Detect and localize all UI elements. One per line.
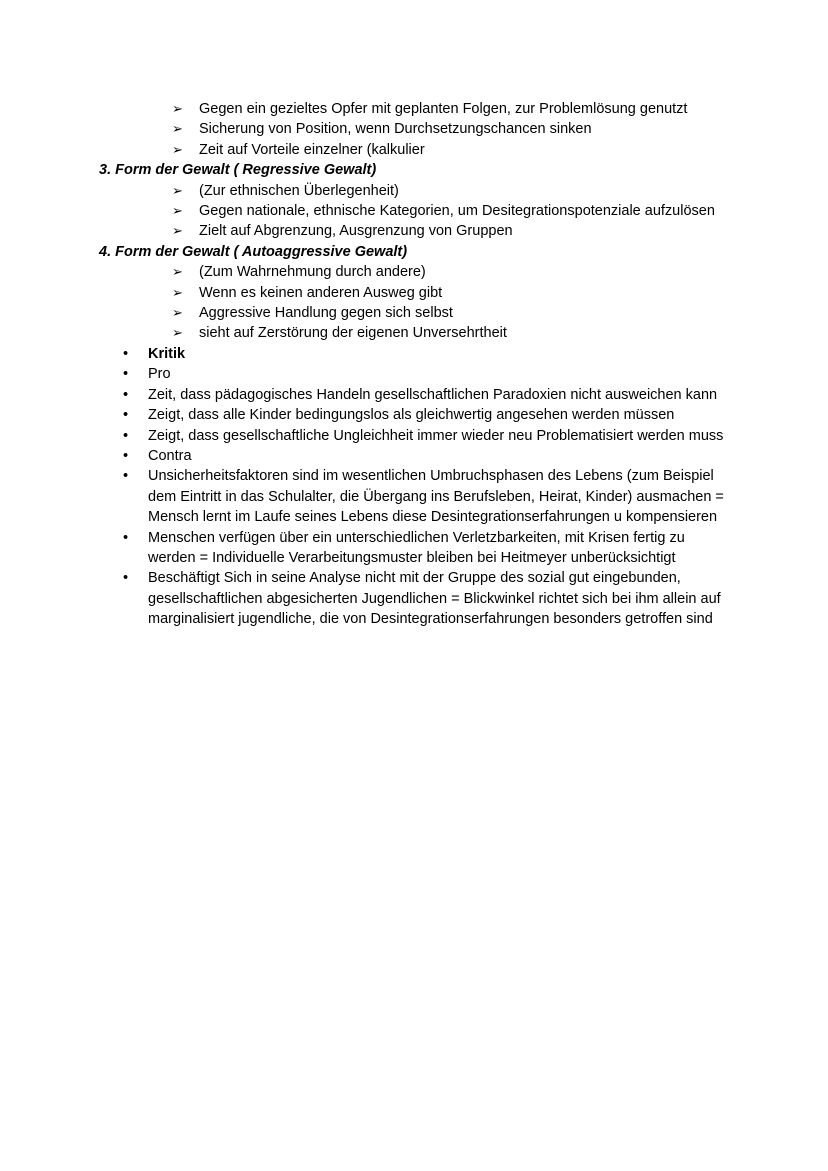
form3-heading: 3. Form der Gewalt ( Regressive Gewalt) (99, 162, 377, 179)
arrow-bullet-icon: ➢ (172, 305, 183, 321)
bullet-icon: • (123, 570, 129, 587)
list-item-text: Zeigt, dass gesellschaftliche Ungleichheit immer wieder neu Problematisiert werden muss (148, 427, 724, 444)
list-item-text: Zeit auf Vorteile einzelner (kalkulier (199, 141, 425, 158)
form2-list (0, 99, 828, 160)
pro-label: Pro (148, 366, 171, 383)
arrow-bullet-icon: ➢ (172, 223, 183, 239)
list-item-text: Unsicherheitsfaktoren sind im wesentlichen Umbruchsphasen des Lebens (zum Beispiel dem Eintritt in das Schulalter, die Übergang ins Berufsleben, Heirat, Kinder) ausmachen = Mensch lernt im Laufe seines Lebens diese Desintegrationserfahrungen u kompensieren (148, 468, 724, 526)
list-item-text: Gegen nationale, ethnische Kategorien, um Desitegrationspotenziale aufzulösen (199, 203, 715, 220)
list-item (0, 528, 733, 569)
list-item-text: (Zur ethnischen Überlegenheit) (199, 182, 399, 199)
document-page (0, 99, 828, 630)
bullet-icon: • (123, 427, 129, 444)
form3-list (0, 181, 828, 242)
list-item (0, 568, 733, 629)
list-item (0, 405, 733, 425)
arrow-bullet-icon: ➢ (172, 121, 183, 137)
list-item (0, 466, 733, 527)
list-item (0, 221, 719, 241)
list-item (0, 99, 719, 119)
arrow-bullet-icon: ➢ (172, 182, 183, 198)
list-item-text: Gegen ein gezieltes Opfer mit geplanten Folgen, zur Problemlösung genutzt (199, 101, 688, 117)
bullet-icon: • (123, 447, 129, 464)
contra-label-item (0, 446, 733, 466)
kritik-list (0, 344, 828, 630)
bullet-icon: • (123, 407, 129, 424)
list-item (0, 385, 733, 405)
list-item (0, 426, 733, 446)
arrow-bullet-icon: ➢ (172, 284, 183, 300)
list-item-text: Zeit, dass pädagogisches Handeln gesellschaftlichen Paradoxien nicht ausweichen kann (148, 386, 718, 403)
list-item-text: sieht auf Zerstörung der eigenen Unversehrtheit (199, 325, 507, 342)
bullet-icon: • (123, 468, 129, 485)
list-item (0, 303, 719, 323)
arrow-bullet-icon: ➢ (172, 141, 183, 157)
bullet-icon: • (123, 366, 129, 383)
arrow-bullet-icon: ➢ (172, 203, 183, 219)
bullet-icon: • (123, 386, 129, 403)
arrow-bullet-icon: ➢ (172, 264, 183, 280)
arrow-bullet-icon: ➢ (172, 101, 183, 116)
contra-label: Contra (148, 447, 192, 464)
form4-heading: 4. Form der Gewalt ( Autoaggressive Gewalt) (99, 243, 408, 260)
list-item-text: Wenn es keinen anderen Ausweg gibt (199, 284, 443, 301)
list-item-text: (Zum Wahrnehmung durch andere) (199, 264, 426, 281)
kritik-label-item (0, 344, 733, 364)
arrow-bullet-icon: ➢ (172, 325, 183, 341)
list-item-text: Zielt auf Abgrenzung, Ausgrenzung von Gruppen (199, 223, 513, 240)
bullet-icon: • (123, 345, 129, 362)
list-item (0, 119, 719, 139)
form4-list (0, 262, 828, 344)
list-item (0, 283, 719, 303)
list-item (0, 181, 719, 201)
pro-label-item (0, 364, 733, 384)
list-item (0, 140, 719, 160)
kritik-label: Kritik (148, 345, 186, 362)
list-item-text: Zeigt, dass alle Kinder bedingungslos als gleichwertig angesehen werden müssen (148, 407, 675, 424)
list-item (0, 201, 719, 221)
list-item (0, 262, 719, 282)
list-item (0, 323, 719, 343)
list-item-text: Menschen verfügen über ein unterschiedlichen Verletzbarkeiten, mit Krisen fertig zu werden = Individuelle Verarbeitungsmuster bleiben bei Heitmeyer unberücksichtigt (148, 529, 685, 566)
bullet-icon: • (123, 529, 129, 546)
list-item-text: Sicherung von Position, wenn Durchsetzungschancen sinken (199, 121, 592, 138)
list-item-text: Aggressive Handlung gegen sich selbst (199, 305, 453, 322)
list-item-text: Beschäftigt Sich in seine Analyse nicht mit der Gruppe des sozial gut eingebunden, gesellschaftlichen abgesicherten Jugendlichen = Blickwinkel richtet sich bei ihm allein auf marginalisiert jugendliche, die von Desintegrationserfahrungen besonders getroffen sind (148, 570, 721, 628)
